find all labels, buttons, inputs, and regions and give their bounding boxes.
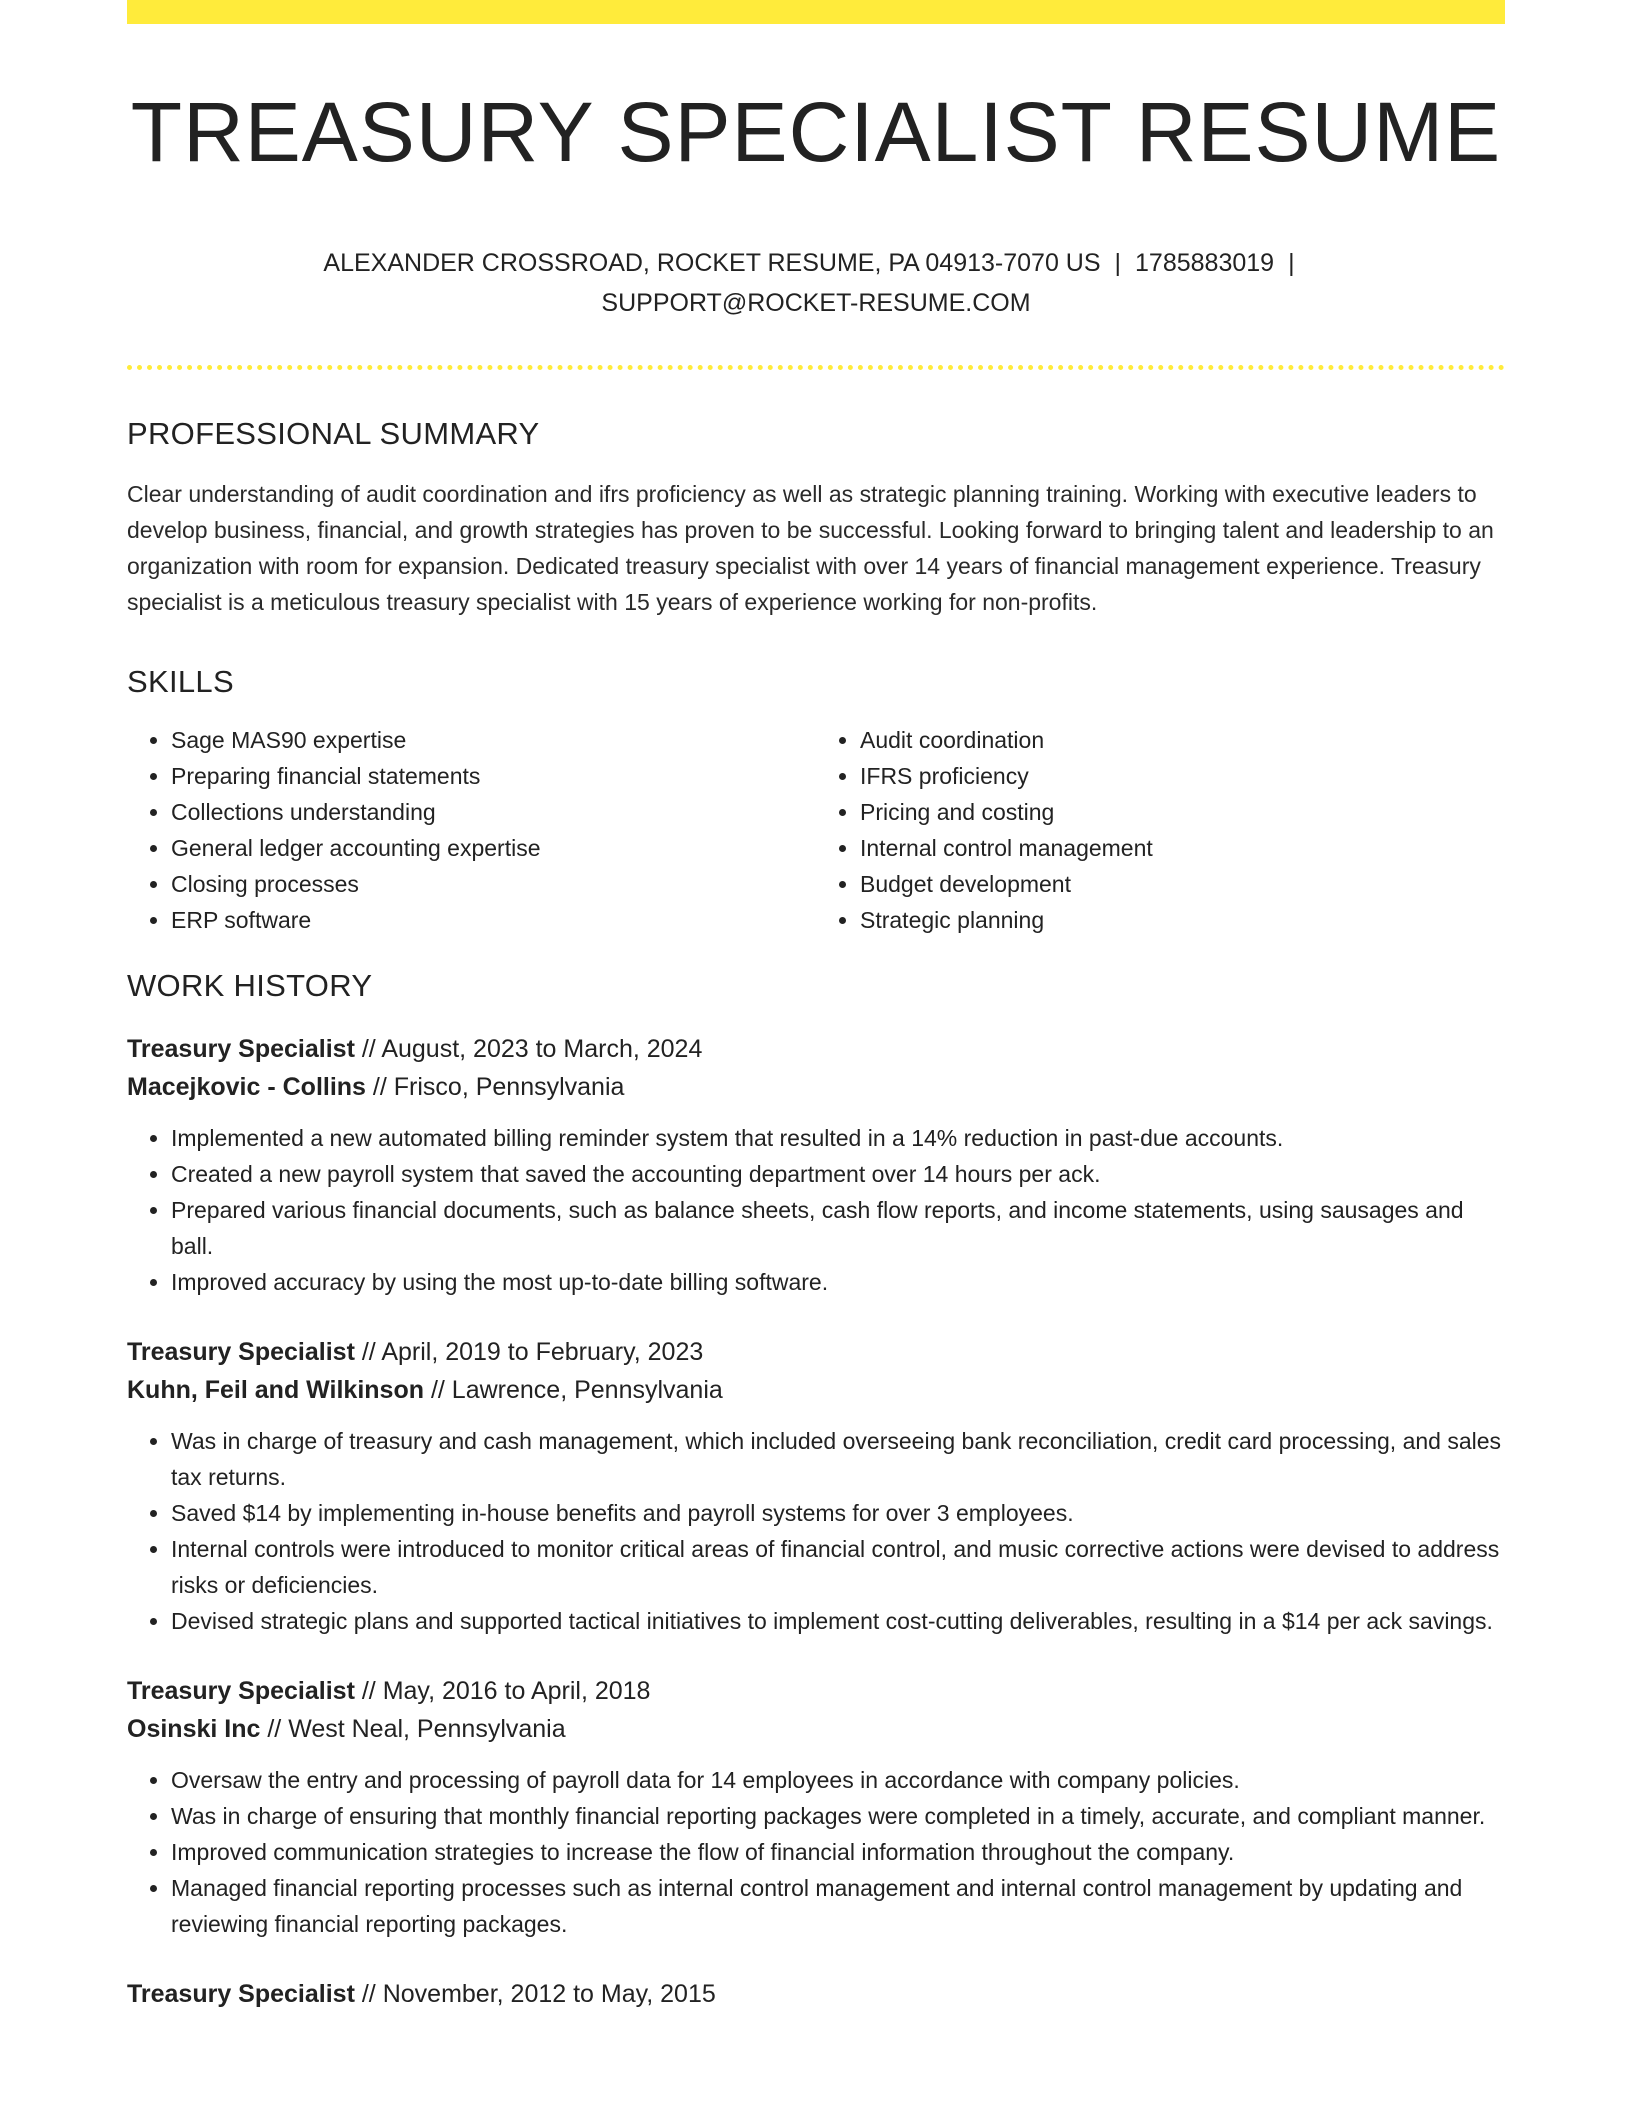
job-title: Treasury Specialist [127,1034,355,1063]
contact-separator: | [1288,248,1295,277]
skill-item: • Preparing financial statements [171,758,816,794]
skills-list [127,722,1505,938]
contact-address: ALEXANDER CROSSROAD, ROCKET RESUME, PA 04913-7070 US [323,248,1101,277]
job-bullets [127,1762,1505,1942]
skill-item: • IFRS proficiency [860,758,1505,794]
job-location: Frisco, Pennsylvania [393,1072,625,1101]
job-bullet: • Improved accuracy by using the most up-to-date billing software. [171,1264,1505,1300]
dotted-divider [127,365,1505,370]
job-entry [127,1030,1505,1300]
skill-item: • Collections understanding [171,794,816,830]
contact-info [127,243,1505,323]
job-company: Osinski Inc [127,1714,261,1743]
summary-heading: PROFESSIONAL SUMMARY [127,415,540,451]
resume-title: TREASURY SPECIALIST RESUME [130,85,1502,179]
job-bullets [127,1120,1505,1300]
job-location: Lawrence, Pennsylvania [451,1375,723,1404]
job-bullet: • Devised strategic plans and supported tactical initiatives to implement cost-cutting deliverables, resulting in a $14 per ack savings. [171,1603,1505,1639]
skills-heading: SKILLS [127,663,234,699]
skills-column-left [127,722,816,938]
job-entry [127,1975,1505,2013]
skills-column-right [816,722,1505,938]
job-separator: // [365,1072,394,1101]
job-title-line [127,1672,1505,1710]
job-dates: April, 2019 to February, 2023 [381,1337,704,1366]
work-history-heading: WORK HISTORY [127,967,373,1003]
job-title: Treasury Specialist [127,1676,355,1705]
job-title-line [127,1333,1505,1371]
job-bullet: • Internal controls were introduced to monitor critical areas of financial control, and music corrective actions were devised to address risks or deficiencies. [171,1531,1505,1603]
job-separator: // [354,1979,383,2008]
contact-separator: | [1114,248,1122,277]
contact-phone: 1785883019 [1135,248,1275,277]
job-title: Treasury Specialist [127,1337,355,1366]
job-bullet: • Implemented a new automated billing reminder system that resulted in a 14% reduction in past-due accounts. [171,1120,1505,1156]
job-bullet: • Was in charge of ensuring that monthly financial reporting packages were completed in a timely, accurate, and compliant manner. [171,1798,1505,1834]
job-company-line [127,1371,1505,1409]
job-company-line [127,1710,1505,1748]
job-separator: // [260,1714,289,1743]
skill-item: • ERP software [171,902,816,938]
job-bullet: • Was in charge of treasury and cash management, which included overseeing bank reconciliation, credit card processing, and sales tax returns. [171,1423,1505,1495]
job-bullet: • Created a new payroll system that saved the accounting department over 14 hours per ack. [171,1156,1505,1192]
skill-item: • Pricing and costing [860,794,1505,830]
job-company-line [127,1068,1505,1106]
skill-item: • General ledger accounting expertise [171,830,816,866]
job-bullet: • Saved $14 by implementing in-house benefits and payroll systems for over 3 employees. [171,1495,1505,1531]
job-entry [127,1672,1505,1942]
job-company: Macejkovic - Collins [127,1072,366,1101]
job-dates: May, 2016 to April, 2018 [382,1676,651,1705]
job-company: Kuhn, Feil and Wilkinson [127,1375,424,1404]
accent-top-bar [127,0,1505,24]
skill-item: • Closing processes [171,866,816,902]
job-title-line [127,1030,1505,1068]
job-separator: // [354,1034,382,1063]
skill-item: • Budget development [860,866,1505,902]
job-separator: // [354,1337,382,1366]
job-bullet: • Prepared various financial documents, such as balance sheets, cash flow reports, and income statements, using sausages and ball. [171,1192,1505,1264]
job-location: West Neal, Pennsylvania [288,1714,566,1743]
job-dates: August, 2023 to March, 2024 [381,1034,703,1063]
job-dates: November, 2012 to May, 2015 [382,1979,716,2008]
job-bullet: • Improved communication strategies to increase the flow of financial information throughout the company. [171,1834,1505,1870]
job-separator: // [354,1676,383,1705]
job-separator: // [424,1375,452,1404]
skill-item: • Strategic planning [860,902,1505,938]
skill-item: • Audit coordination [860,722,1505,758]
job-title: Treasury Specialist [127,1979,355,2008]
job-bullets [127,1423,1505,1639]
job-title-line [127,1975,1505,2013]
job-bullet: • Oversaw the entry and processing of payroll data for 14 employees in accordance with company policies. [171,1762,1505,1798]
job-bullet: • Managed financial reporting processes such as internal control management and internal control management by updating and reviewing financial reporting packages. [171,1870,1505,1942]
skill-item: • Sage MAS90 expertise [171,722,816,758]
contact-email: SUPPORT@ROCKET-RESUME.COM [601,288,1031,317]
summary-text: Clear understanding of audit coordination and ifrs proficiency as well as strategic planning training. Working with executive leaders to develop business, financial, and growth strategies has proven to be successful. Looking forward to bringing talent and leadership to an organization with room for expansion. Dedicated treasury specialist with over 14 years of financial management experience. Treasury specialist is a meticulous treasury specialist with 15 years of experience working for non-profits. [127,480,1494,615]
job-entry [127,1333,1505,1639]
skill-item: • Internal control management [860,830,1505,866]
